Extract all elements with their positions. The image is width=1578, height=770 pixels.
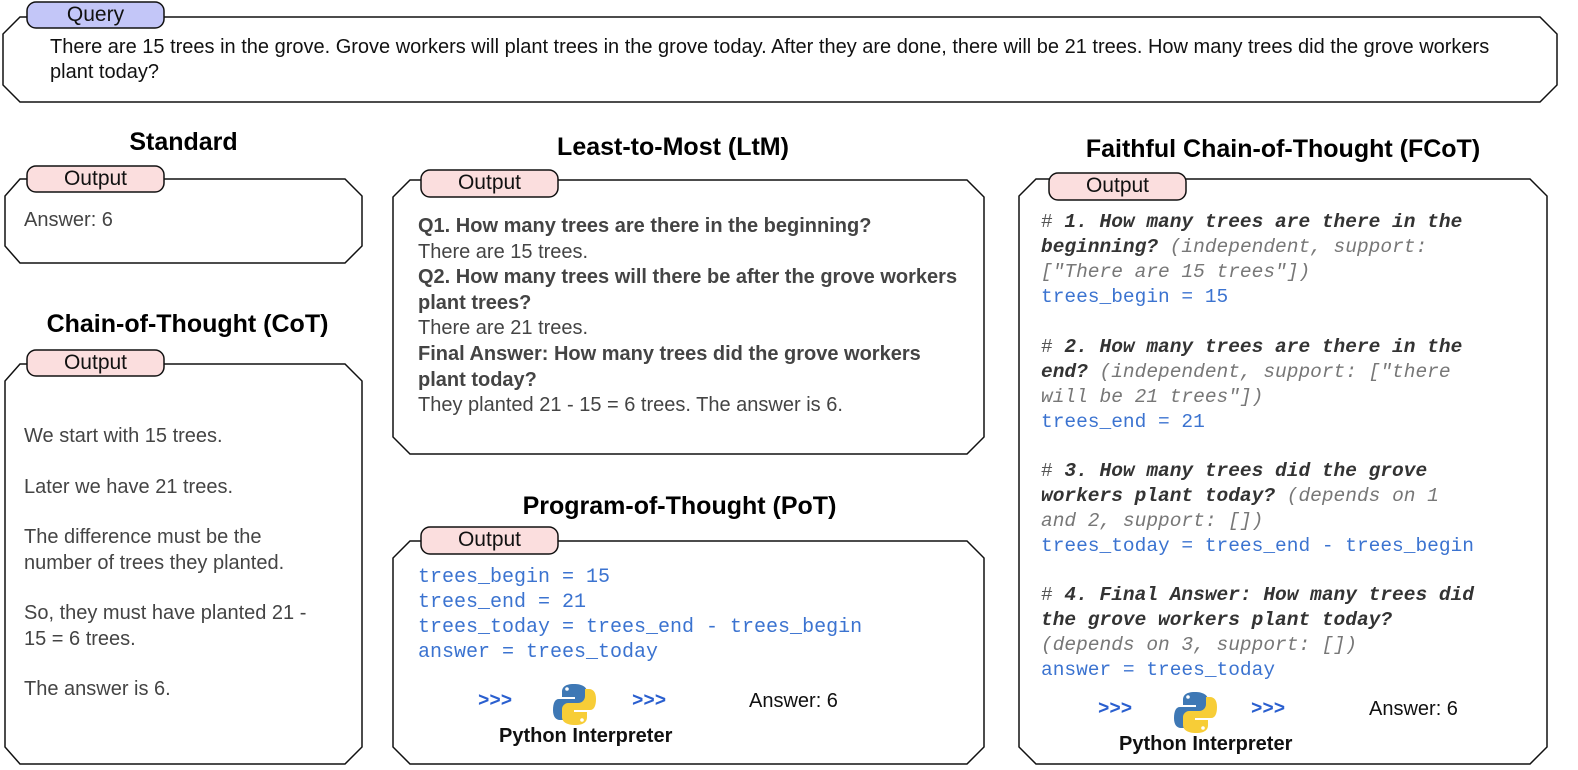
fcot-answer: Answer: 6 [1369, 698, 1458, 720]
fcot-step-4-code: answer = trees_today [1041, 659, 1276, 681]
ltm-a1: There are 15 trees. [418, 241, 589, 263]
pot-code-line: trees_today = trees_end - trees_begin [418, 616, 863, 639]
fcot-step-1-comment: # 1. How many trees are there in the [1041, 211, 1463, 233]
fcot-title: Faithful Chain-of-Thought (FCoT) [1085, 135, 1481, 163]
ltm-output-tag: Output [457, 171, 522, 194]
standard-answer: Answer: 6 [24, 209, 113, 231]
pot-interpreter-label: Python Interpreter [499, 725, 673, 747]
pot-code-line: trees_begin = 15 [418, 566, 611, 589]
standard-title: Standard [129, 128, 238, 156]
query-text: There are 15 trees in the grove. Grove workers will plant trees in the grove today. After they are done, there will be 21 trees. How many trees did the grove workers plant today? [50, 36, 1490, 83]
fcot-step-3-comment: workers plant today? (depends on 1 [1041, 485, 1439, 507]
ltm-final-question: Final Answer: How many trees did the grove workers plant today? [418, 343, 921, 391]
pot-prompt-icon: >>> [478, 690, 513, 712]
pot-code-line: trees_end = 21 [418, 591, 587, 614]
fcot-prompt-icon: >>> [1251, 698, 1286, 720]
fcot-interpreter-label: Python Interpreter [1119, 733, 1293, 755]
fcot-step-1-comment: beginning? (independent, support: [1041, 236, 1428, 258]
cot-line-5: The answer is 6. [24, 678, 171, 700]
cot-line-2: Later we have 21 trees. [24, 476, 234, 498]
pot-code-line: answer = trees_today [418, 641, 659, 664]
fcot-step-2-support: will be 21 trees"]) [1041, 386, 1264, 408]
fcot-step-3-code: trees_today = trees_end - trees_begin [1041, 535, 1474, 557]
fcot-step-4-comment: the grove workers plant today? [1041, 609, 1393, 631]
fcot-step-2-comment: end? (independent, support: ["there [1041, 361, 1451, 383]
ltm-a2: There are 21 trees. [418, 317, 589, 339]
pot-output-tag: Output [457, 528, 522, 551]
pot-title: Program-of-Thought (PoT) [522, 492, 837, 520]
fcot-step-2-comment: # 2. How many trees are there in the [1041, 336, 1463, 358]
ltm-q1: Q1. How many trees are there in the beginning? [418, 215, 872, 237]
python-logo-icon [1174, 692, 1217, 733]
fcot-step-4-comment: # 4. Final Answer: How many trees did [1041, 584, 1474, 606]
fcot-step-1-support: ["There are 15 trees"]) [1041, 261, 1311, 283]
ltm-q2: Q2. How many trees will there be after the grove workers plant trees? [418, 266, 958, 314]
cot-title: Chain-of-Thought (CoT) [46, 310, 329, 338]
cot-output-tag: Output [63, 351, 128, 374]
python-logo-icon [553, 684, 596, 725]
pot-answer: Answer: 6 [749, 690, 838, 712]
cot-line-3: The difference must be the number of trees they planted. [24, 526, 285, 574]
fcot-step-3-comment: # 3. How many trees did the grove [1041, 460, 1428, 482]
fcot-prompt-icon: >>> [1098, 698, 1133, 720]
ltm-final-answer: They planted 21 - 15 = 6 trees. The answer is 6. [418, 394, 843, 416]
standard-output-tag: Output [63, 167, 128, 190]
fcot-output-tag: Output [1085, 174, 1150, 197]
pot-prompt-icon: >>> [632, 690, 667, 712]
fcot-step-1-code: trees_begin = 15 [1041, 286, 1229, 308]
fcot-step-3-support: and 2, support: []) [1041, 510, 1264, 532]
query-tag: Query [66, 3, 125, 26]
fcot-step-4-support: (depends on 3, support: []) [1041, 634, 1357, 656]
cot-line-4: So, they must have planted 21 - 15 = 6 trees. [24, 602, 307, 650]
cot-line-1: We start with 15 trees. [24, 425, 223, 447]
ltm-title: Least-to-Most (LtM) [557, 133, 789, 161]
fcot-step-2-code: trees_end = 21 [1041, 411, 1205, 433]
